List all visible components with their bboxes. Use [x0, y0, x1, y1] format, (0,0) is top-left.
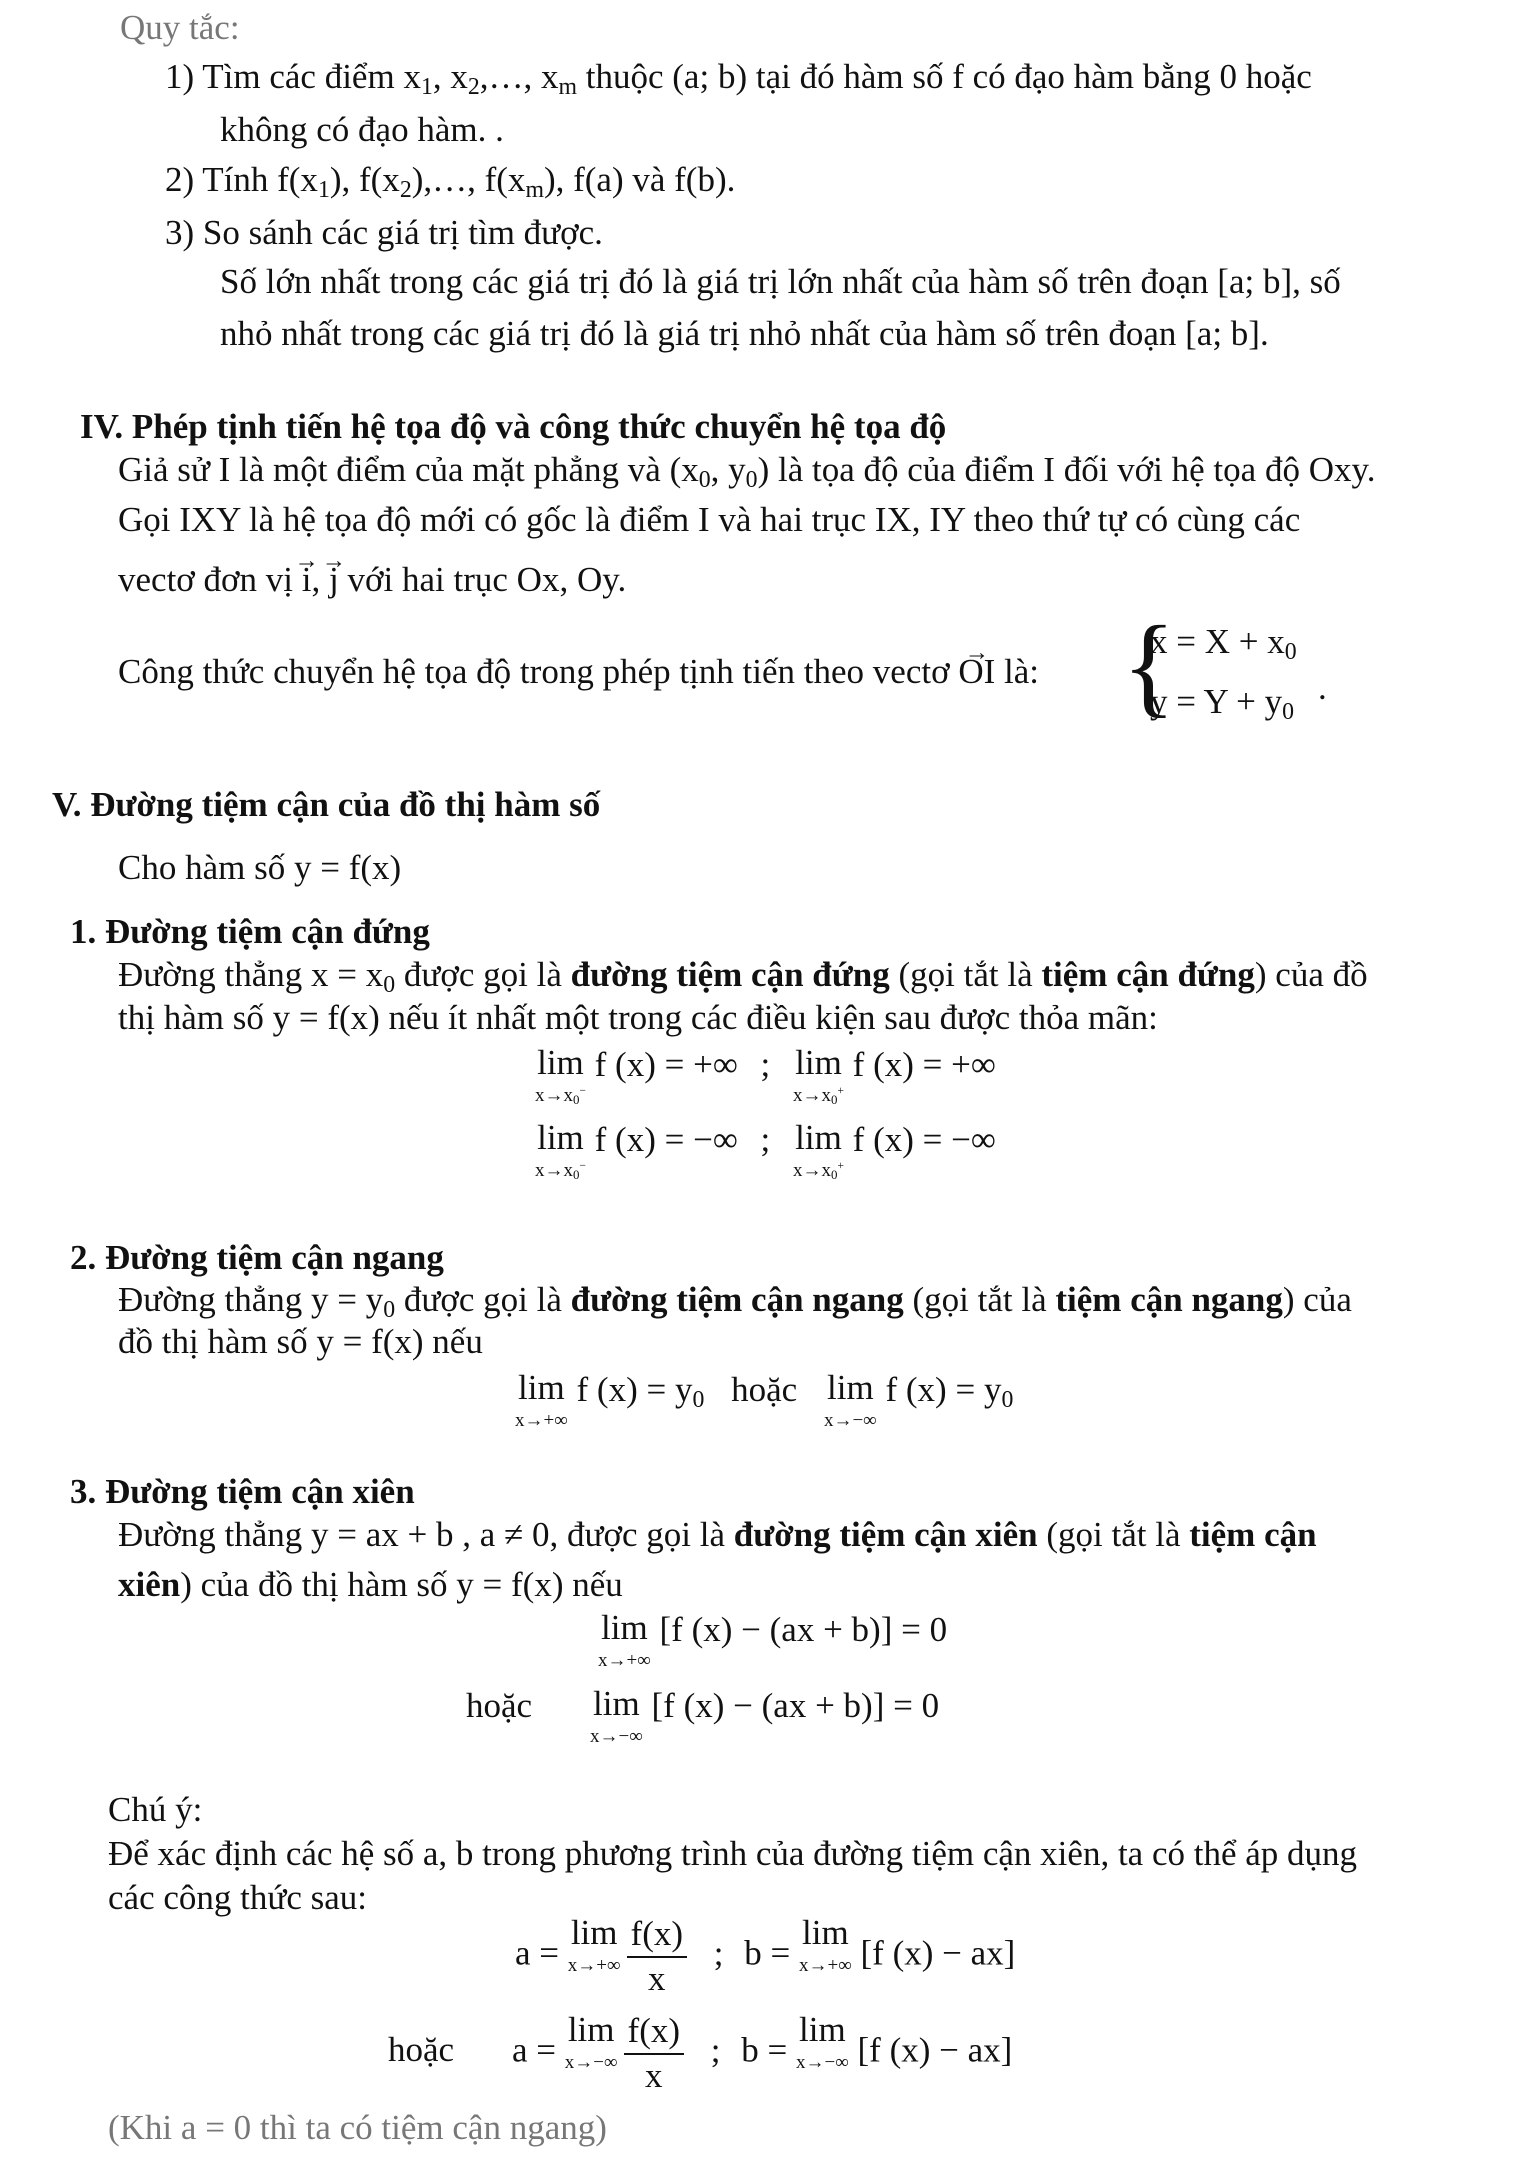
subsection-2-p2: đồ thị hàm số y = f(x) nếu	[118, 1322, 483, 1361]
lim-left: lim $x\to x_0^-$	[535, 1118, 586, 1183]
lim-right: lim $x\to x_0^+$	[793, 1118, 844, 1183]
vertical-limit-row-2: lim $x\to x_0^-$ f (x) = −∞ ; lim $x\to x_0^+$ f (x) = −∞	[535, 1118, 996, 1183]
rule-step-1: 1) Tìm các điểm $x_1$, $x_2,\dots$, $x_m$ thuộc (a; b) tại đó hàm số f có đạo hàm bằng 0 hoặc	[165, 57, 1312, 100]
subsection-2-title: 2. Đường tiệm cận ngang	[70, 1238, 444, 1277]
oblique-limit-minf: lim x→−∞ [f (x) − (ax + b)] = 0	[590, 1684, 940, 1747]
rule-conclusion-2: nhỏ nhất trong các giá trị đó là giá trị nhỏ nhất của hàm số trên đoạn [a; b].	[220, 314, 1269, 353]
lim-pinf: lim x→+∞	[515, 1368, 568, 1431]
note-title: Chú ý:	[108, 1790, 203, 1829]
note-p1: Để xác định các hệ số a, b trong phương trình của đường tiệm cận xiên, ta có thể áp dụng	[108, 1834, 1358, 1873]
subsection-1-p2: thị hàm số y = f(x) nếu ít nhất một trong các điều kiện sau được thỏa mãn:	[118, 998, 1158, 1037]
horizontal-limit-row: lim x→+∞ f $(x) = y_0$ hoặc lim x→−∞ f $(x) = y_0$	[515, 1368, 1014, 1431]
rule-step-3: 3) So sánh các giá trị tìm được.	[165, 213, 603, 252]
section-5-title: V. Đường tiệm cận của đồ thị hàm số	[52, 785, 601, 824]
subsection-2-p1: Đường thẳng $y = y_0$ được gọi là đường tiệm cận ngang (gọi tắt là tiệm cận ngang) của	[118, 1280, 1352, 1323]
system-dot: .	[1318, 668, 1327, 707]
subsection-3-title: 3. Đường tiệm cận xiên	[70, 1472, 415, 1511]
fraction: $\frac{f(x)}{x}$	[624, 2012, 684, 2095]
note-p2: các công thức sau:	[108, 1878, 367, 1917]
section-5-intro: Cho hàm số y = f(x)	[118, 848, 402, 887]
subsection-3-p2: xiên) của đồ thị hàm số y = f(x) nếu	[118, 1565, 623, 1604]
lim-pinf: lim x→+∞	[799, 1913, 852, 1976]
lim-pinf: lim x→+∞	[567, 1913, 621, 1976]
formula-hoac: hoặc	[388, 2030, 455, 2069]
lim-left: lim $x\to x_0^-$	[535, 1043, 586, 1108]
lim-minf: lim x→−∞	[564, 2010, 618, 2073]
section-4-p3: vectơ đơn vị → i, → j với hai trục Ox, Oy.	[118, 560, 626, 600]
system-brace: {	[1122, 604, 1176, 728]
section-4-p2: Gọi IXY là hệ tọa độ mới có gốc là điểm I và hai trục IX, IY theo thứ tự có cùng các	[118, 500, 1301, 539]
note-footer: (Khi a = 0 thì ta có tiệm cận ngang)	[108, 2108, 607, 2147]
fraction: $\frac{f(x)}{x}$	[627, 1915, 687, 1998]
lim-minf: lim x→−∞	[796, 2010, 849, 2073]
lim-right: lim $x\to x_0^+$	[793, 1043, 844, 1108]
rule-step-1-cont: không có đạo hàm. .	[220, 110, 504, 149]
rule-conclusion-1: Số lớn nhất trong các giá trị đó là giá trị lớn nhất của hàm số trên đoạn [a; b], số	[220, 262, 1341, 301]
rule-step-2: 2) Tính $f(x_1)$, $f(x_2),\dots$, $f(x_m)$, f(a) và f(b).	[165, 160, 736, 203]
vector-oi: → OI	[958, 652, 995, 692]
system-eq-2: $y = Y + y_0$	[1150, 682, 1295, 725]
lim-pinf: lim x→+∞	[598, 1608, 651, 1671]
system-eq-1: $x = X + x_0$	[1150, 622, 1297, 665]
lim-minf: lim x→−∞	[823, 1368, 877, 1431]
subsection-1-p1: Đường thẳng $x = x_0$ được gọi là đường tiệm cận đứng (gọi tắt là tiệm cận đứng) của đồ	[118, 955, 1368, 998]
rule-heading: Quy tắc:	[120, 8, 240, 47]
oblique-hoac: hoặc	[466, 1686, 533, 1725]
vector-i: → i	[302, 560, 312, 600]
formula-row-minf: a = lim x→−∞ $\frac{f(x)}{x}$ ; b = lim x→−∞ [f (x) − ax]	[512, 2010, 1013, 2095]
section-4-title: IV. Phép tịnh tiến hệ tọa độ và công thức chuyển hệ tọa độ	[80, 407, 947, 446]
oblique-limit-pinf: lim x→+∞ [f (x) − (ax + b)] = 0	[598, 1608, 948, 1671]
section-4-p1: Giả sử I là một điểm của mặt phẳng và ($x_0$, $y_0$) là tọa độ của điểm I đối với hệ tọa độ Oxy.	[118, 450, 1376, 493]
subsection-1-title: 1. Đường tiệm cận đứng	[70, 912, 430, 951]
section-4-formula-text: Công thức chuyển hệ tọa độ trong phép tịnh tiến theo vectơ → OI là:	[118, 652, 1039, 692]
vertical-limit-row-1: lim $x\to x_0^-$ f (x) = +∞ ; lim $x\to x_0^+$ f (x) = +∞	[535, 1043, 996, 1108]
subsection-3-p1: Đường thẳng y = ax + b , a ≠ 0, được gọi là đường tiệm cận xiên (gọi tắt là tiệm cận	[118, 1515, 1317, 1554]
lim-minf: lim x→−∞	[590, 1684, 643, 1747]
vector-j: → j	[329, 560, 339, 600]
formula-row-pinf: a = lim x→+∞ $\frac{f(x)}{x}$ ; b = lim x→+∞ [f (x) − ax]	[515, 1913, 1016, 1998]
